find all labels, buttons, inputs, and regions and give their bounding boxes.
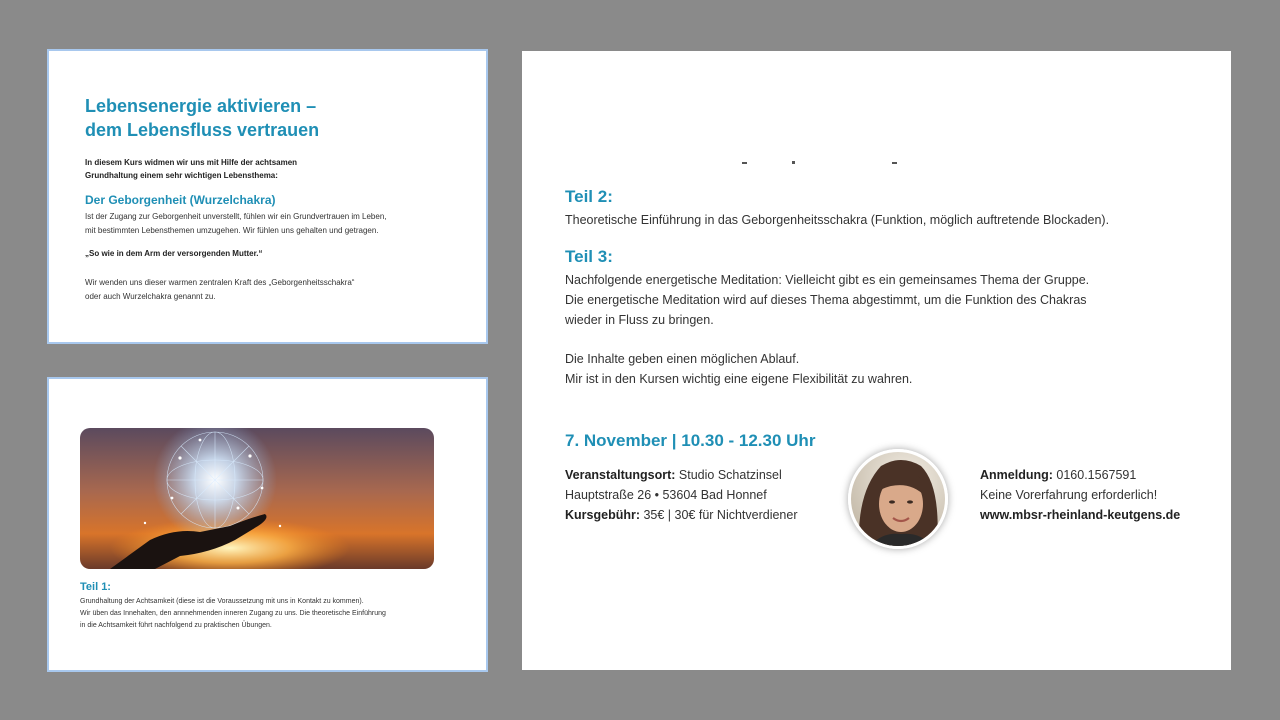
slide1-subtitle: Der Geborgenheit (Wurzelchakra) [85, 193, 276, 207]
teil2-title: Teil 2: [565, 187, 613, 206]
flexibility-note: Die Inhalte geben einen möglichen Ablauf. Mir ist in den Kursen wichtig eine eigene Flexibilität zu wahren. [565, 352, 913, 386]
event-date: 7. November | 10.30 - 12.30 Uhr [565, 431, 816, 450]
website-link[interactable]: www.mbsr-rheinland-keutgens.de [980, 508, 1181, 522]
slide1-body2: Wir wenden uns dieser warmen zentralen Kraft des „Geborgenheitsschakra“ oder auch Wurzelchakra genannt zu. [85, 278, 355, 301]
slide-thumbnail-2[interactable] [47, 377, 488, 672]
slide-thumbnail-1[interactable] [47, 49, 488, 344]
registration-info: Anmeldung: 0160.1567591 Keine Vorerfahrung erforderlich! www.mbsr-rheinland-keutgens.de [980, 468, 1181, 522]
main-slide [522, 51, 1231, 670]
teil2-text: Theoretische Einführung in das Geborgenheitsschakra (Funktion, möglich auftretende Blockaden). [565, 213, 1110, 227]
teil3-text: Nachfolgende energetische Meditation: Vielleicht gibt es ein gemeinsames Thema der Gruppe. Die energetische Meditation wird auf dieses Thema abgestimmt, um die Funktion des Chakras wieder in Fluss zu bringen. [565, 273, 1090, 327]
slide1-intro: In diesem Kurs widmen wir uns mit Hilfe der achtsamen Grundhaltung einem sehr wichtigen Lebensthema: [85, 158, 298, 180]
slide1-title: Lebensenergie aktivieren – dem Lebensfluss vertrauen [85, 96, 320, 140]
sunset-hand-energy-image [80, 428, 434, 569]
clipped-text-remnant [742, 151, 902, 171]
slide1-quote: „So wie in dem Arm der versorgenden Mutter.“ [85, 249, 263, 258]
avatar [848, 449, 948, 549]
slide1-body1: Ist der Zugang zur Geborgenheit unverstellt, fühlen wir ein Grundvertrauen im Leben, mit bestimmten Lebensthemen umzugehen. Wir fühlen uns gehalten und getragen. [85, 212, 387, 235]
slide2-part-title: Teil 1: [80, 581, 111, 593]
teil3-title: Teil 3: [565, 247, 613, 266]
slide2-body: Grundhaltung der Achtsamkeit (diese ist die Voraussetzung mit uns in Kontakt zu kommen). Wir üben das Innehalten, den annnehmenden inneren Zugang zu uns. Die theoretische Einführung in die Achtsamkeit führt nachfolgend zu praktischen Übungen. [80, 598, 386, 629]
venue-info: Veranstaltungsort: Studio Schatzinsel Hauptstraße 26 • 53604 Bad Honnef Kursgebühr: 35€ | 30€ für Nichtverdiener [565, 468, 798, 522]
